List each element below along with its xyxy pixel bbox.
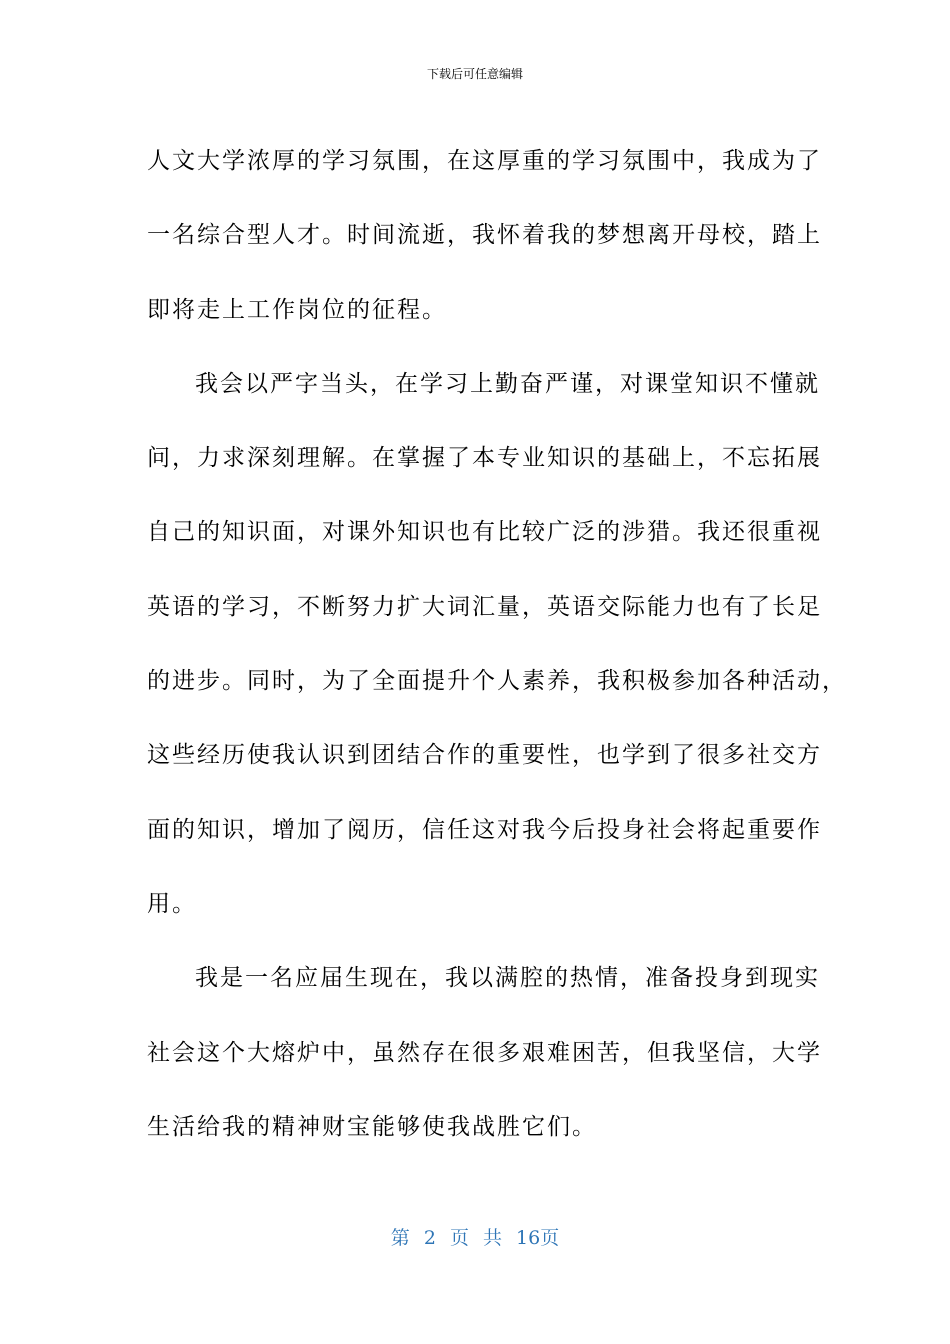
paragraph-start-line: 我是一名应届生现在，我以满腔的热情，准备投身到现实 bbox=[195, 965, 820, 992]
text-line: 这些经历使我认识到团结合作的重要性，也学到了很多社交方 bbox=[147, 742, 822, 769]
text-line: 即将走上工作岗位的征程。 bbox=[147, 296, 447, 323]
text-line: 的进步。同时，为了全面提升个人素养，我积极参加各种活动， bbox=[147, 668, 847, 695]
text-line: 自己的知识面，对课外知识也有比较广泛的涉猎。我还很重视 bbox=[147, 519, 822, 546]
text-line: 英语的学习，不断努力扩大词汇量，英语交际能力也有了长足 bbox=[147, 593, 822, 620]
text-line: 人文大学浓厚的学习氛围，在这厚重的学习氛围中，我成为了 bbox=[147, 148, 822, 174]
paragraph-start-line: 我会以严字当头，在学习上勤奋严谨，对课堂知识不懂就 bbox=[195, 370, 820, 397]
text-line: 生活给我的精神财宝能够使我战胜它们。 bbox=[147, 1113, 597, 1140]
text-line: 问，力求深刻理解。在掌握了本专业知识的基础上，不忘拓展 bbox=[147, 445, 822, 472]
text-line: 社会这个大熔炉中，虽然存在很多艰难困苦，但我坚信，大学 bbox=[147, 1039, 822, 1066]
page-header: 下载后可任意编辑 bbox=[426, 67, 523, 81]
text-line: 面的知识，增加了阅历，信任这对我今后投身社会将起重要作 bbox=[147, 816, 822, 843]
body-text bbox=[147, 124, 847, 1164]
text-line: 一名综合型人才。时间流逝，我怀着我的梦想离开母校，踏上 bbox=[147, 222, 822, 249]
text-line: 用。 bbox=[147, 890, 197, 917]
page-number-footer: 第 2 页 共 16页 bbox=[390, 1227, 560, 1249]
